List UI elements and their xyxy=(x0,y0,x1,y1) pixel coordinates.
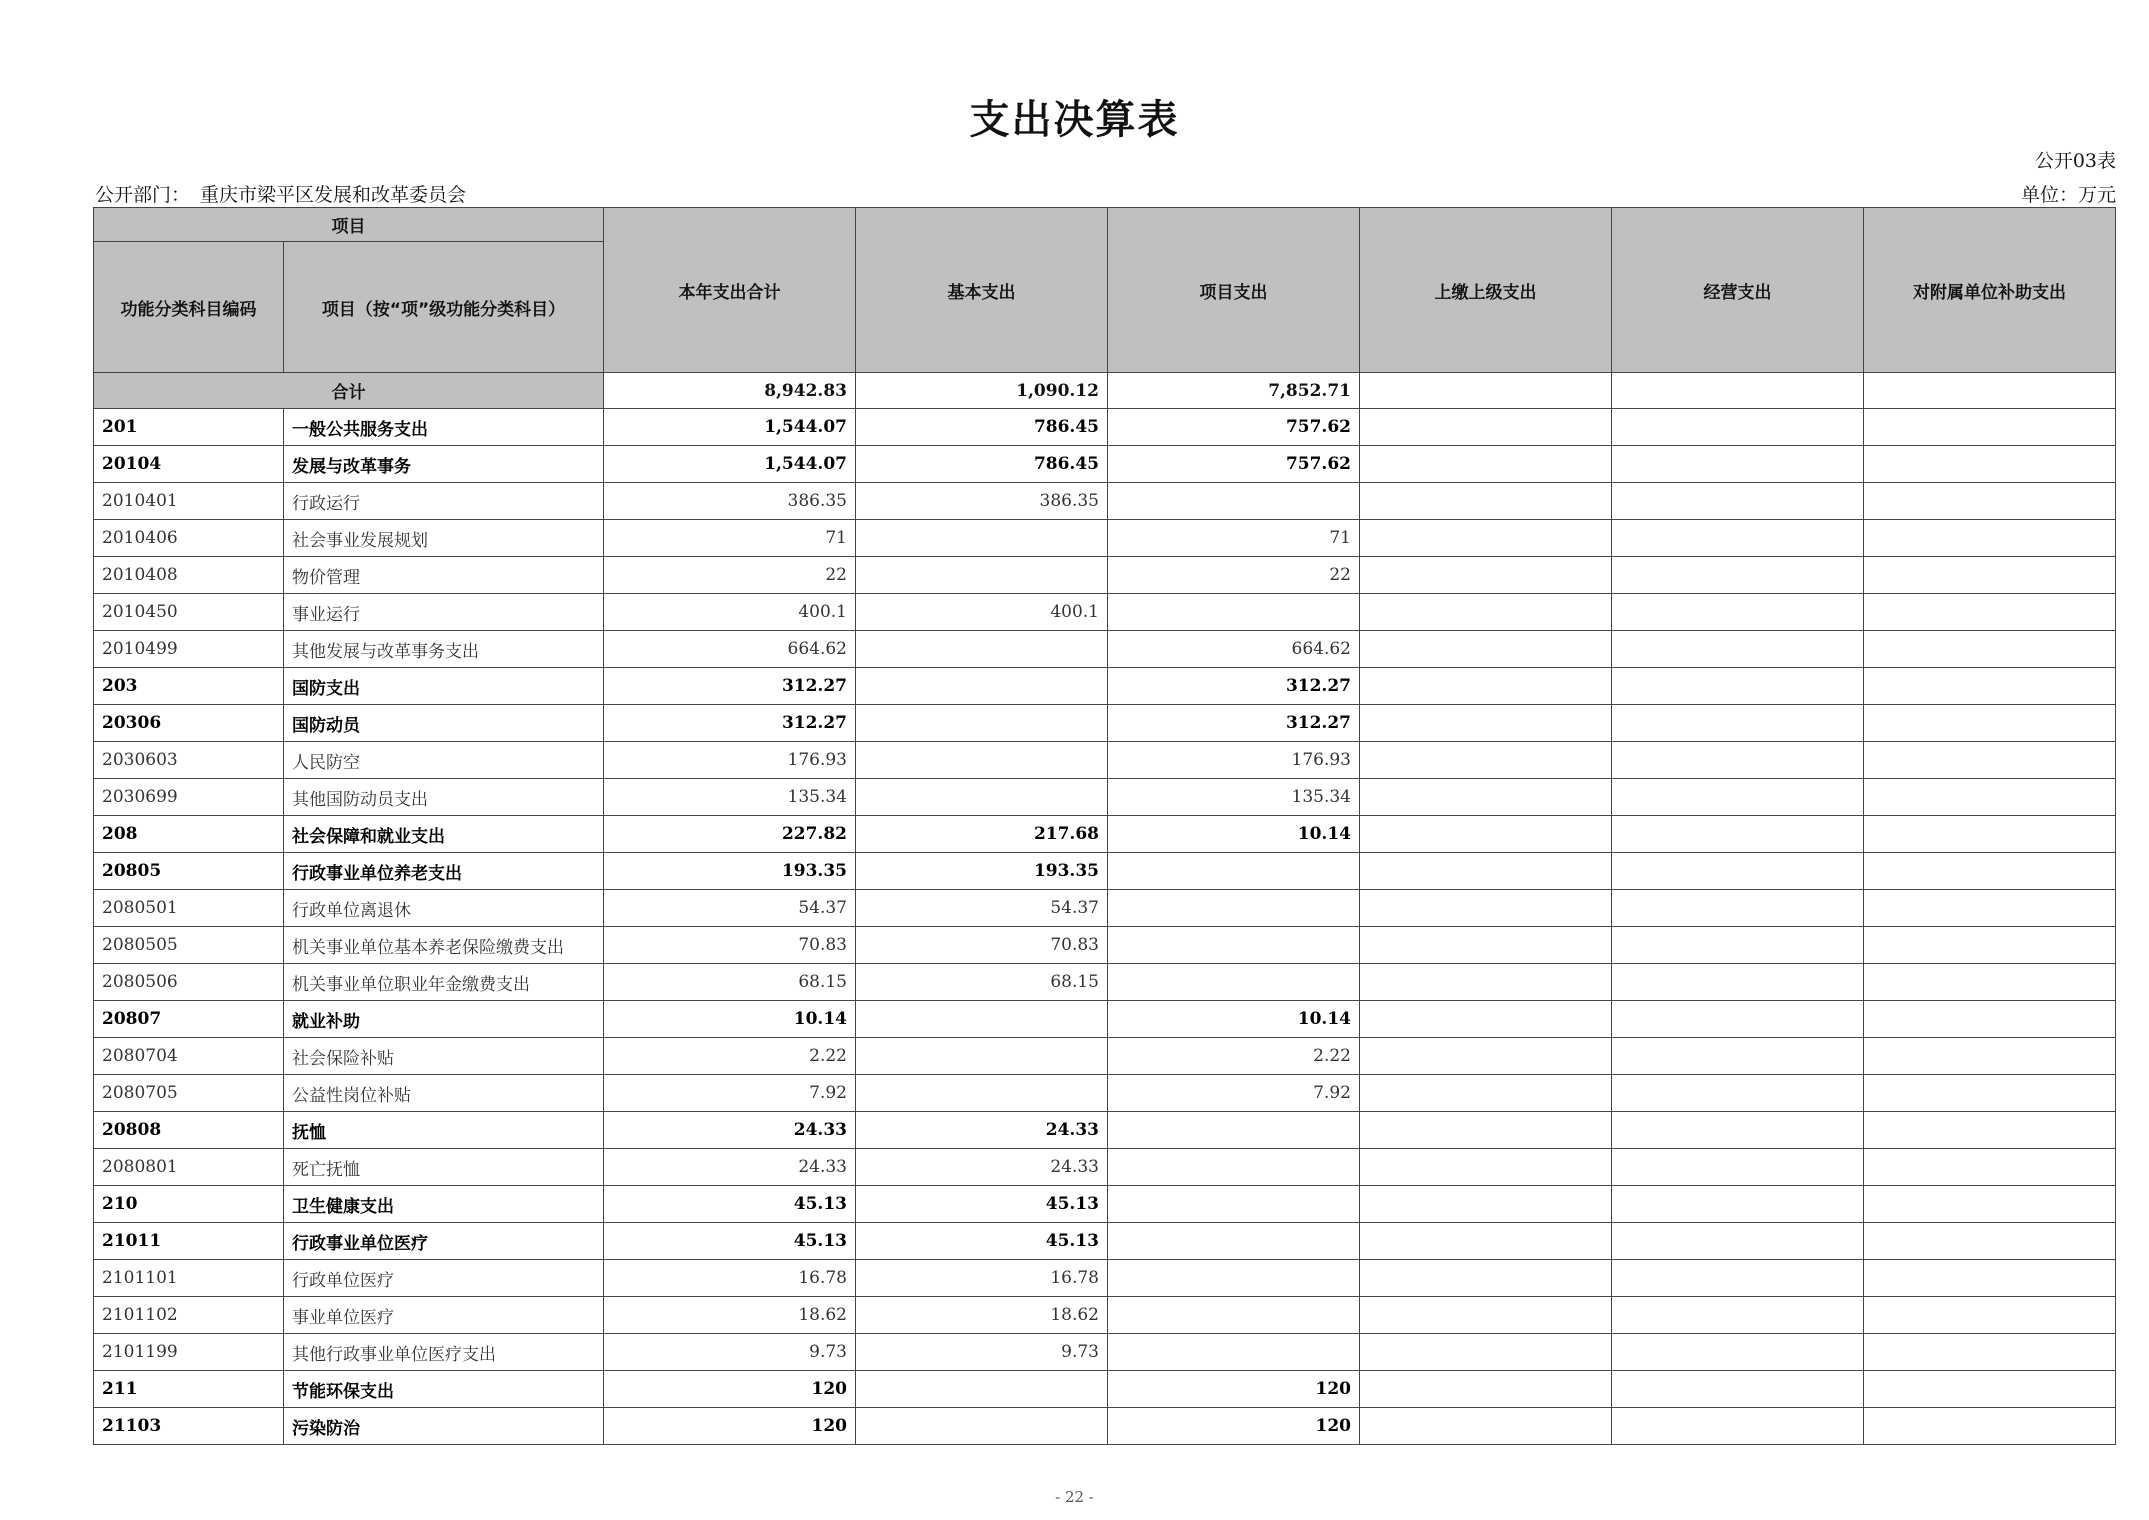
cell-business xyxy=(1612,705,1864,742)
cell-total: 24.33 xyxy=(604,1149,856,1186)
cell-superior xyxy=(1360,964,1612,1001)
header-basic: 基本支出 xyxy=(856,208,1108,373)
cell-name: 社会事业发展规划 xyxy=(284,520,604,557)
header-business: 经营支出 xyxy=(1612,208,1864,373)
cell-total: 9.73 xyxy=(604,1334,856,1371)
table-row xyxy=(94,1075,2116,1112)
unit-label: 单位：万元 xyxy=(2020,184,2116,206)
cell-name: 物价管理 xyxy=(284,557,604,594)
cell-basic xyxy=(856,631,1108,668)
total-label: 合计 xyxy=(94,373,604,409)
cell-project xyxy=(1108,594,1360,631)
cell-code: 2080705 xyxy=(94,1075,284,1112)
cell-subsidy xyxy=(1864,594,2116,631)
cell-code: 2101102 xyxy=(94,1297,284,1334)
cell-basic: 400.1 xyxy=(856,594,1108,631)
cell-business xyxy=(1612,409,1864,446)
cell-project: 120 xyxy=(1108,1408,1360,1445)
cell-code: 2101199 xyxy=(94,1334,284,1371)
cell-subsidy xyxy=(1864,742,2116,779)
cell-name: 社会保障和就业支出 xyxy=(284,816,604,853)
cell-business xyxy=(1612,557,1864,594)
cell-superior xyxy=(1360,705,1612,742)
header-subsidy: 对附属单位补助支出 xyxy=(1864,208,2116,373)
cell-code: 21103 xyxy=(94,1408,284,1445)
cell-total: 386.35 xyxy=(604,483,856,520)
cell-subsidy xyxy=(1864,1334,2116,1371)
cell-business xyxy=(1612,668,1864,705)
cell-code: 203 xyxy=(94,668,284,705)
cell-subsidy xyxy=(1864,779,2116,816)
cell-subsidy xyxy=(1864,1223,2116,1260)
table-row xyxy=(94,1334,2116,1371)
cell-total: 135.34 xyxy=(604,779,856,816)
cell-total: 120 xyxy=(604,1371,856,1408)
table-row xyxy=(94,927,2116,964)
cell-basic: 24.33 xyxy=(856,1149,1108,1186)
expenditure-table xyxy=(93,207,2116,1445)
table-row xyxy=(94,1038,2116,1075)
cell-basic: 16.78 xyxy=(856,1260,1108,1297)
table-row xyxy=(94,890,2116,927)
cell-code: 2030699 xyxy=(94,779,284,816)
cell-project: 176.93 xyxy=(1108,742,1360,779)
cell-superior xyxy=(1360,594,1612,631)
cell-basic xyxy=(856,779,1108,816)
cell-name: 事业单位医疗 xyxy=(284,1297,604,1334)
table-row xyxy=(94,779,2116,816)
cell-basic: 24.33 xyxy=(856,1112,1108,1149)
table-row xyxy=(94,1260,2116,1297)
cell-project: 2.22 xyxy=(1108,1038,1360,1075)
cell-project xyxy=(1108,964,1360,1001)
cell-basic: 217.68 xyxy=(856,816,1108,853)
cell-code: 2080704 xyxy=(94,1038,284,1075)
cell-business xyxy=(1612,1223,1864,1260)
cell-total: 1,544.07 xyxy=(604,409,856,446)
cell-project: 757.62 xyxy=(1108,446,1360,483)
cell-business xyxy=(1612,1334,1864,1371)
cell-total: 54.37 xyxy=(604,890,856,927)
cell-superior xyxy=(1360,927,1612,964)
table-row xyxy=(94,853,2116,890)
cell-total: 193.35 xyxy=(604,853,856,890)
table-row xyxy=(94,483,2116,520)
cell-superior xyxy=(1360,853,1612,890)
cell-superior xyxy=(1360,1260,1612,1297)
cell-superior xyxy=(1360,557,1612,594)
cell-subsidy xyxy=(1864,1260,2116,1297)
cell-subsidy xyxy=(1864,1297,2116,1334)
cell-project xyxy=(1108,1260,1360,1297)
table-row xyxy=(94,594,2116,631)
cell-code: 2080505 xyxy=(94,927,284,964)
cell-code: 2010450 xyxy=(94,594,284,631)
cell-business xyxy=(1612,483,1864,520)
cell-subsidy xyxy=(1864,1371,2116,1408)
cell-name: 行政单位医疗 xyxy=(284,1260,604,1297)
cell-business xyxy=(1612,927,1864,964)
cell-name: 公益性岗位补贴 xyxy=(284,1075,604,1112)
cell-project xyxy=(1108,1112,1360,1149)
total-cell-basic: 1,090.12 xyxy=(856,373,1108,409)
cell-subsidy xyxy=(1864,1075,2116,1112)
cell-total: 10.14 xyxy=(604,1001,856,1038)
header-item-group: 项目 xyxy=(94,208,604,242)
cell-subsidy xyxy=(1864,816,2116,853)
cell-business xyxy=(1612,1371,1864,1408)
cell-code: 21011 xyxy=(94,1223,284,1260)
cell-superior xyxy=(1360,520,1612,557)
header-superior: 上缴上级支出 xyxy=(1360,208,1612,373)
cell-subsidy xyxy=(1864,631,2116,668)
cell-code: 20808 xyxy=(94,1112,284,1149)
cell-code: 2080506 xyxy=(94,964,284,1001)
cell-business xyxy=(1612,631,1864,668)
cell-total: 664.62 xyxy=(604,631,856,668)
cell-basic: 54.37 xyxy=(856,890,1108,927)
table-row xyxy=(94,1297,2116,1334)
cell-subsidy xyxy=(1864,409,2116,446)
cell-project: 7.92 xyxy=(1108,1075,1360,1112)
total-cell-subsidy xyxy=(1864,373,2116,409)
page-number: - 22 - xyxy=(1055,1488,1094,1506)
cell-basic xyxy=(856,520,1108,557)
cell-name: 国防动员 xyxy=(284,705,604,742)
cell-business xyxy=(1612,1038,1864,1075)
cell-subsidy xyxy=(1864,1038,2116,1075)
cell-superior xyxy=(1360,668,1612,705)
cell-business xyxy=(1612,779,1864,816)
cell-total: 70.83 xyxy=(604,927,856,964)
header-code: 功能分类科目编码 xyxy=(94,242,284,373)
table-row xyxy=(94,520,2116,557)
cell-project xyxy=(1108,1186,1360,1223)
cell-total: 68.15 xyxy=(604,964,856,1001)
cell-business xyxy=(1612,742,1864,779)
cell-business xyxy=(1612,816,1864,853)
cell-code: 2010499 xyxy=(94,631,284,668)
table-row xyxy=(94,1149,2116,1186)
department-label: 公开部门： xyxy=(95,184,191,206)
cell-superior xyxy=(1360,1001,1612,1038)
cell-basic: 70.83 xyxy=(856,927,1108,964)
cell-code: 2101101 xyxy=(94,1260,284,1297)
form-number: 公开03表 xyxy=(2034,150,2116,172)
cell-subsidy xyxy=(1864,1186,2116,1223)
cell-basic xyxy=(856,1408,1108,1445)
cell-subsidy xyxy=(1864,890,2116,927)
cell-project: 120 xyxy=(1108,1371,1360,1408)
cell-basic: 68.15 xyxy=(856,964,1108,1001)
cell-superior xyxy=(1360,1149,1612,1186)
table-row xyxy=(94,631,2116,668)
table-row xyxy=(94,1001,2116,1038)
cell-business xyxy=(1612,1001,1864,1038)
cell-project xyxy=(1108,1149,1360,1186)
cell-name: 污染防治 xyxy=(284,1408,604,1445)
cell-superior xyxy=(1360,631,1612,668)
cell-project xyxy=(1108,890,1360,927)
cell-superior xyxy=(1360,1334,1612,1371)
cell-superior xyxy=(1360,1038,1612,1075)
cell-subsidy xyxy=(1864,1112,2116,1149)
cell-code: 2030603 xyxy=(94,742,284,779)
cell-total: 24.33 xyxy=(604,1112,856,1149)
cell-superior xyxy=(1360,1112,1612,1149)
cell-code: 20805 xyxy=(94,853,284,890)
cell-name: 行政单位离退休 xyxy=(284,890,604,927)
page-title: 支出决算表 xyxy=(969,97,1180,143)
cell-basic xyxy=(856,1371,1108,1408)
header-name: 项目（按“项”级功能分类科目） xyxy=(284,242,604,373)
cell-code: 20104 xyxy=(94,446,284,483)
total-cell-business xyxy=(1612,373,1864,409)
cell-code: 20807 xyxy=(94,1001,284,1038)
cell-code: 211 xyxy=(94,1371,284,1408)
cell-name: 其他国防动员支出 xyxy=(284,779,604,816)
cell-subsidy xyxy=(1864,1408,2116,1445)
cell-total: 45.13 xyxy=(604,1223,856,1260)
cell-name: 其他发展与改革事务支出 xyxy=(284,631,604,668)
cell-project: 312.27 xyxy=(1108,705,1360,742)
cell-name: 其他行政事业单位医疗支出 xyxy=(284,1334,604,1371)
cell-basic xyxy=(856,1001,1108,1038)
cell-total: 400.1 xyxy=(604,594,856,631)
cell-subsidy xyxy=(1864,927,2116,964)
cell-basic xyxy=(856,1038,1108,1075)
cell-subsidy xyxy=(1864,705,2116,742)
cell-code: 2080801 xyxy=(94,1149,284,1186)
header-project: 项目支出 xyxy=(1108,208,1360,373)
cell-name: 一般公共服务支出 xyxy=(284,409,604,446)
cell-name: 国防支出 xyxy=(284,668,604,705)
cell-business xyxy=(1612,1408,1864,1445)
department-name: 重庆市梁平区发展和改革委员会 xyxy=(200,184,467,206)
cell-project: 664.62 xyxy=(1108,631,1360,668)
cell-basic xyxy=(856,668,1108,705)
cell-total: 71 xyxy=(604,520,856,557)
table-row xyxy=(94,1186,2116,1223)
cell-basic: 45.13 xyxy=(856,1186,1108,1223)
cell-total: 16.78 xyxy=(604,1260,856,1297)
cell-total: 2.22 xyxy=(604,1038,856,1075)
table-row xyxy=(94,557,2116,594)
cell-name: 机关事业单位职业年金缴费支出 xyxy=(284,964,604,1001)
cell-code: 208 xyxy=(94,816,284,853)
cell-subsidy xyxy=(1864,1001,2116,1038)
cell-total: 22 xyxy=(604,557,856,594)
total-row xyxy=(94,373,2116,409)
cell-name: 机关事业单位基本养老保险缴费支出 xyxy=(284,927,604,964)
cell-code: 2080501 xyxy=(94,890,284,927)
cell-code: 201 xyxy=(94,409,284,446)
cell-basic xyxy=(856,742,1108,779)
cell-basic: 18.62 xyxy=(856,1297,1108,1334)
cell-superior xyxy=(1360,1223,1612,1260)
cell-project: 757.62 xyxy=(1108,409,1360,446)
header-total: 本年支出合计 xyxy=(604,208,856,373)
cell-superior xyxy=(1360,742,1612,779)
table-row xyxy=(94,446,2116,483)
cell-name: 行政运行 xyxy=(284,483,604,520)
cell-business xyxy=(1612,1112,1864,1149)
cell-total: 312.27 xyxy=(604,705,856,742)
cell-subsidy xyxy=(1864,520,2116,557)
cell-superior xyxy=(1360,1371,1612,1408)
cell-code: 2010401 xyxy=(94,483,284,520)
cell-code: 210 xyxy=(94,1186,284,1223)
cell-basic: 786.45 xyxy=(856,446,1108,483)
table-row xyxy=(94,668,2116,705)
cell-total: 227.82 xyxy=(604,816,856,853)
cell-project: 135.34 xyxy=(1108,779,1360,816)
total-cell-superior xyxy=(1360,373,1612,409)
total-cell-total: 8,942.83 xyxy=(604,373,856,409)
cell-project xyxy=(1108,927,1360,964)
cell-business xyxy=(1612,853,1864,890)
cell-project: 22 xyxy=(1108,557,1360,594)
cell-total: 120 xyxy=(604,1408,856,1445)
cell-project xyxy=(1108,1334,1360,1371)
cell-total: 176.93 xyxy=(604,742,856,779)
cell-superior xyxy=(1360,1297,1612,1334)
cell-project: 10.14 xyxy=(1108,816,1360,853)
cell-name: 死亡抚恤 xyxy=(284,1149,604,1186)
table-row xyxy=(94,1371,2116,1408)
cell-name: 人民防空 xyxy=(284,742,604,779)
cell-name: 发展与改革事务 xyxy=(284,446,604,483)
table-row xyxy=(94,964,2116,1001)
cell-name: 行政事业单位医疗 xyxy=(284,1223,604,1260)
table-row xyxy=(94,1223,2116,1260)
table-row xyxy=(94,1408,2116,1445)
cell-total: 45.13 xyxy=(604,1186,856,1223)
cell-basic xyxy=(856,1075,1108,1112)
cell-code: 20306 xyxy=(94,705,284,742)
cell-business xyxy=(1612,1260,1864,1297)
cell-business xyxy=(1612,1186,1864,1223)
cell-name: 事业运行 xyxy=(284,594,604,631)
cell-superior xyxy=(1360,446,1612,483)
cell-subsidy xyxy=(1864,557,2116,594)
cell-subsidy xyxy=(1864,668,2116,705)
cell-basic: 9.73 xyxy=(856,1334,1108,1371)
cell-name: 卫生健康支出 xyxy=(284,1186,604,1223)
cell-name: 节能环保支出 xyxy=(284,1371,604,1408)
cell-superior xyxy=(1360,779,1612,816)
cell-basic: 386.35 xyxy=(856,483,1108,520)
cell-project xyxy=(1108,853,1360,890)
cell-project: 10.14 xyxy=(1108,1001,1360,1038)
table-row xyxy=(94,409,2116,446)
table-row xyxy=(94,1112,2116,1149)
cell-basic xyxy=(856,557,1108,594)
cell-business xyxy=(1612,1149,1864,1186)
cell-business xyxy=(1612,446,1864,483)
cell-superior xyxy=(1360,816,1612,853)
cell-business xyxy=(1612,890,1864,927)
department-line xyxy=(95,180,466,207)
cell-superior xyxy=(1360,1075,1612,1112)
cell-project xyxy=(1108,1223,1360,1260)
cell-superior xyxy=(1360,483,1612,520)
cell-business xyxy=(1612,1075,1864,1112)
cell-subsidy xyxy=(1864,483,2116,520)
cell-name: 抚恤 xyxy=(284,1112,604,1149)
cell-basic: 45.13 xyxy=(856,1223,1108,1260)
cell-code: 2010408 xyxy=(94,557,284,594)
cell-superior xyxy=(1360,890,1612,927)
cell-subsidy xyxy=(1864,964,2116,1001)
cell-name: 行政事业单位养老支出 xyxy=(284,853,604,890)
cell-basic: 193.35 xyxy=(856,853,1108,890)
cell-business xyxy=(1612,520,1864,557)
cell-code: 2010406 xyxy=(94,520,284,557)
table-row xyxy=(94,816,2116,853)
table-row xyxy=(94,705,2116,742)
cell-business xyxy=(1612,594,1864,631)
cell-name: 就业补助 xyxy=(284,1001,604,1038)
cell-project: 71 xyxy=(1108,520,1360,557)
cell-subsidy xyxy=(1864,853,2116,890)
table-row xyxy=(94,742,2116,779)
cell-project xyxy=(1108,1297,1360,1334)
cell-superior xyxy=(1360,1408,1612,1445)
cell-superior xyxy=(1360,1186,1612,1223)
cell-business xyxy=(1612,1297,1864,1334)
cell-business xyxy=(1612,964,1864,1001)
cell-superior xyxy=(1360,409,1612,446)
cell-total: 18.62 xyxy=(604,1297,856,1334)
cell-subsidy xyxy=(1864,1149,2116,1186)
cell-subsidy xyxy=(1864,446,2116,483)
cell-name: 社会保险补贴 xyxy=(284,1038,604,1075)
total-cell-project: 7,852.71 xyxy=(1108,373,1360,409)
cell-total: 7.92 xyxy=(604,1075,856,1112)
cell-project xyxy=(1108,483,1360,520)
cell-basic: 786.45 xyxy=(856,409,1108,446)
cell-total: 1,544.07 xyxy=(604,446,856,483)
cell-basic xyxy=(856,705,1108,742)
cell-project: 312.27 xyxy=(1108,668,1360,705)
cell-total: 312.27 xyxy=(604,668,856,705)
